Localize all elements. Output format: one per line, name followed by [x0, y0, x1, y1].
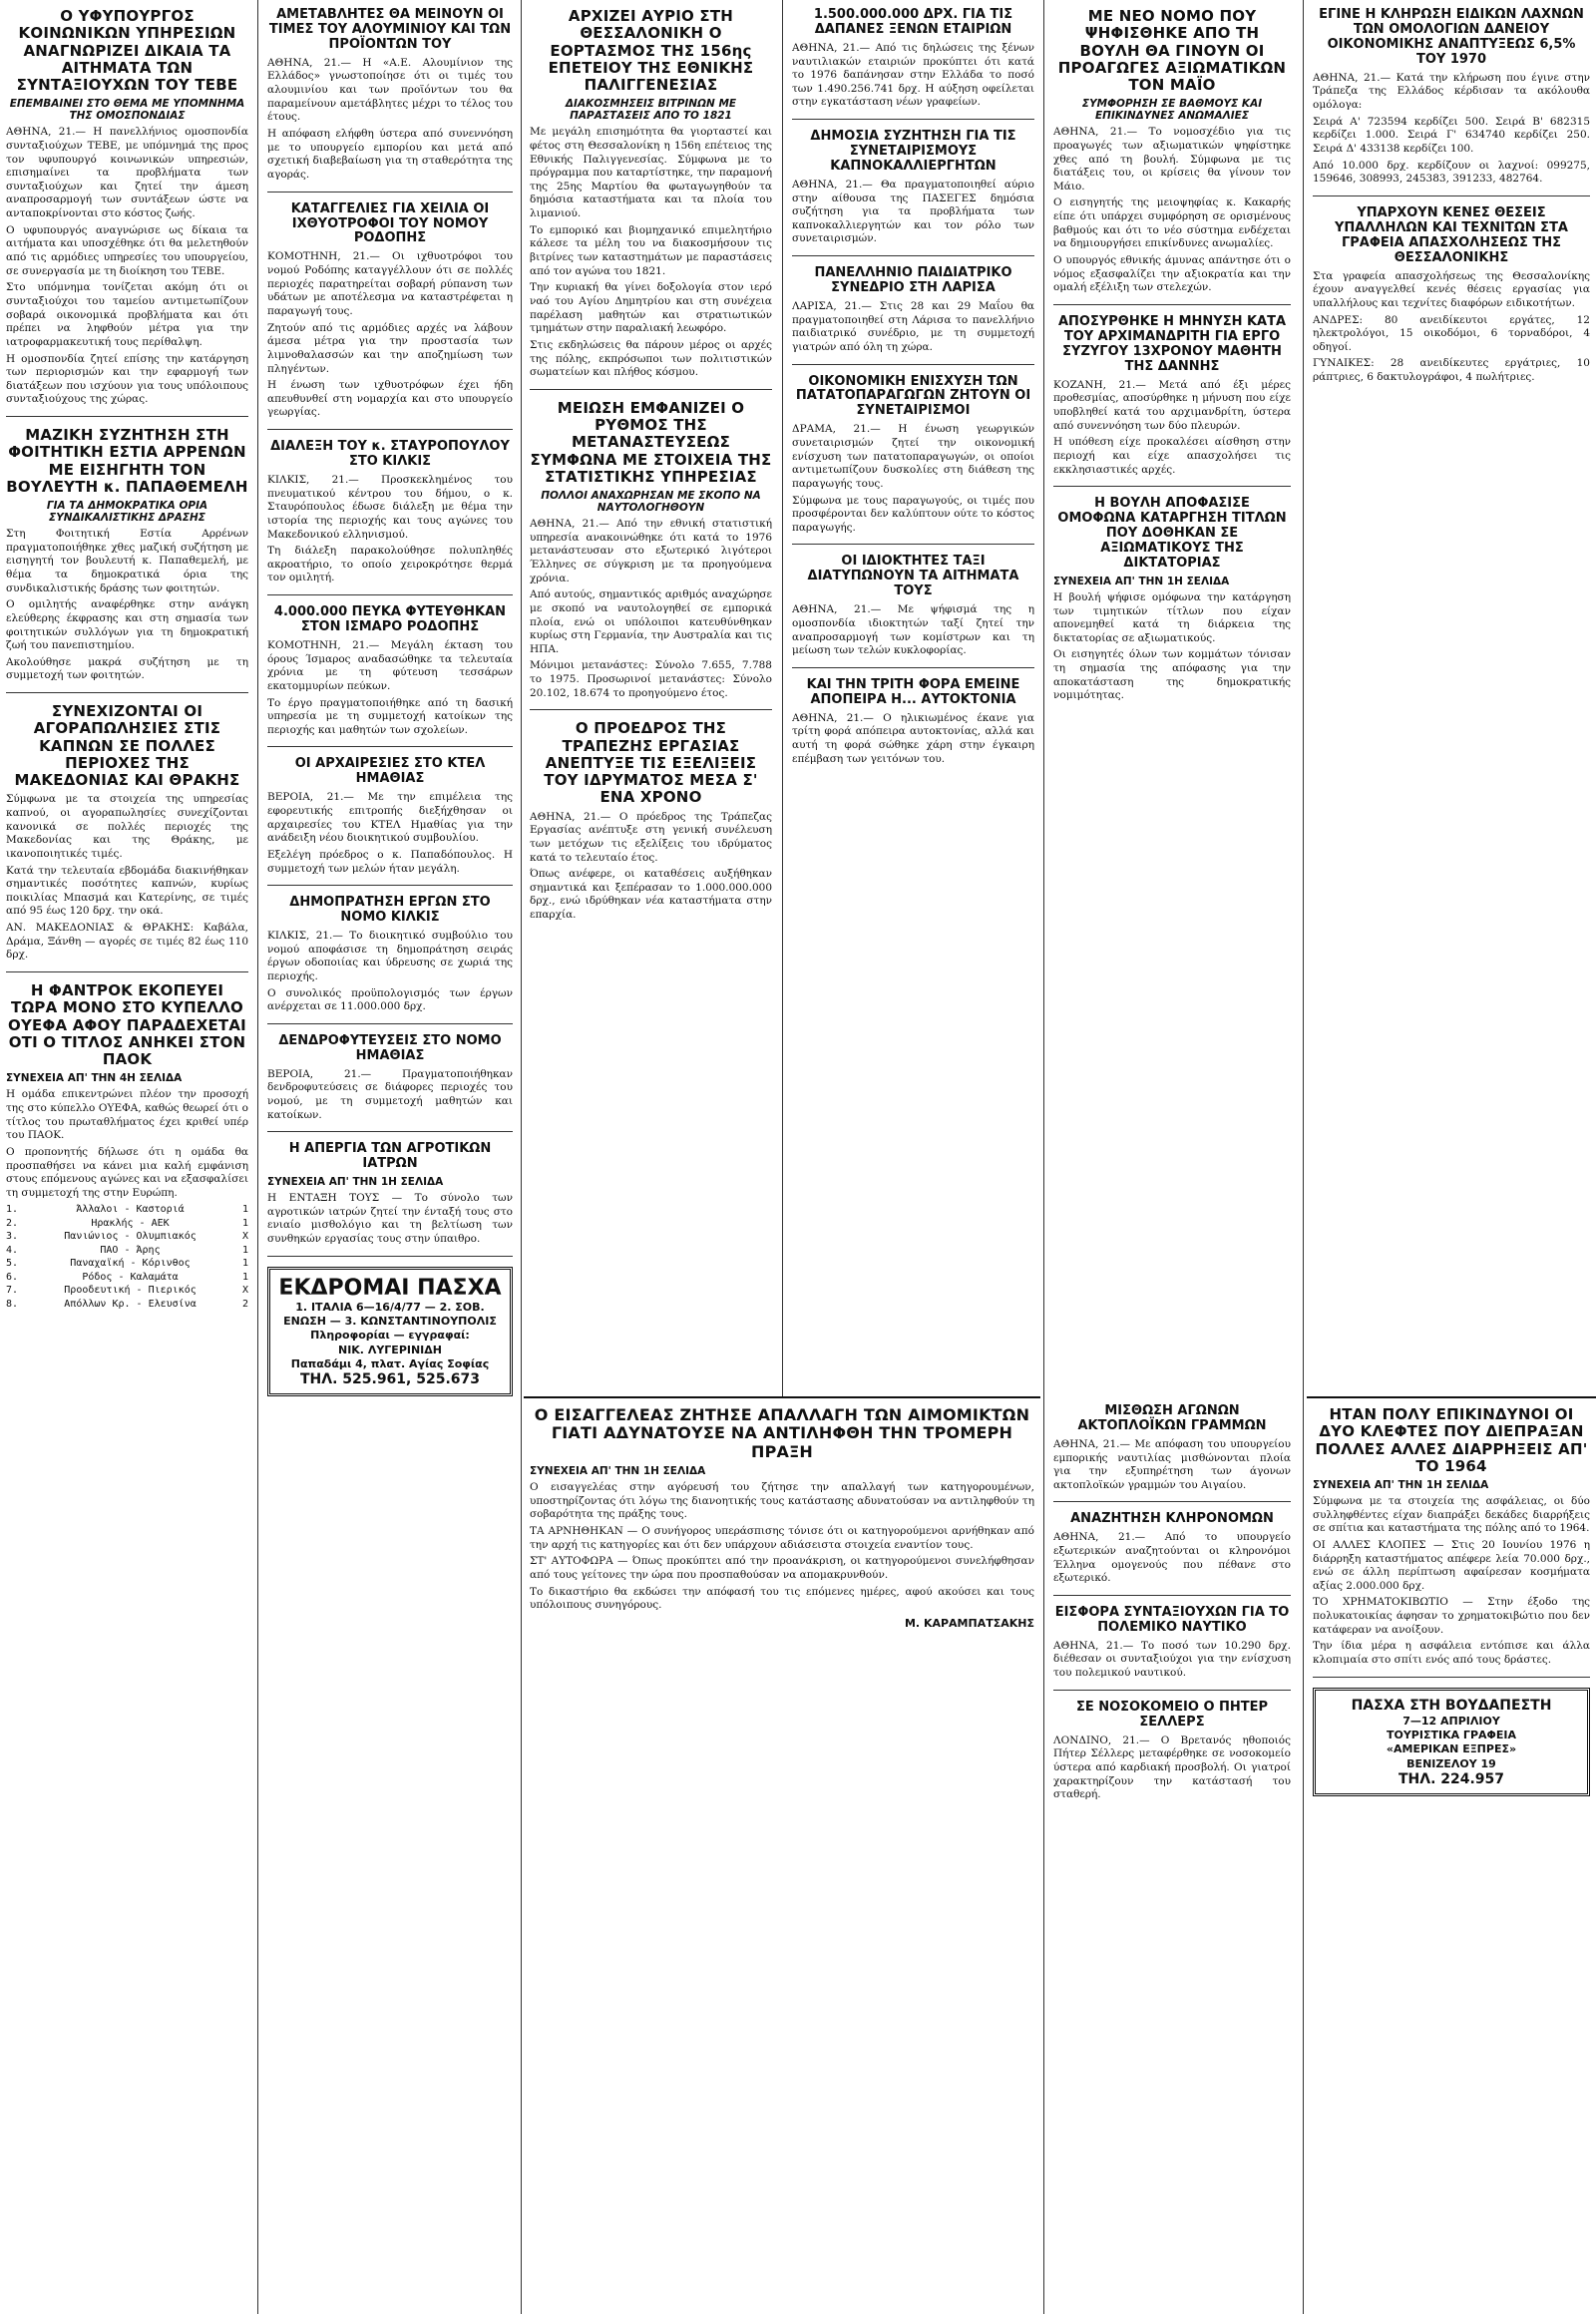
paragraph: Στη Φοιτητική Εστία Αρρένων πραγματοποιήθηκε χθες μαζική συζήτηση με εισηγητή τον βουλευτή κ. Παπαθεμελή, με θέμα τα δημοκρατικά όρια της συνδικαλιστικής δράσης των φοιτητών. [6, 528, 248, 594]
paragraph: Τη διάλεξη παρακολούθησε πολυπληθές ακροατήριο, το οποίο χειροκρότησε θερμά τον ομιλητή. [267, 545, 513, 584]
ad-phone: ΤΗΛ. 525.961, 525.673 [299, 1371, 481, 1388]
pools-row: 2. Ηρακλής - ΑΕΚ 1 [6, 1217, 248, 1229]
article [267, 757, 513, 886]
ad-line: ΠΑΣΧΑ ΣΤΗ ΒΟΥΔΑΠΕΣΤΗ [1351, 1697, 1552, 1714]
headline: Η ΑΠΕΡΓΙΑ ΤΩΝ ΑΓΡΟΤΙΚΩΝ ΙΑΤΡΩΝ [288, 1141, 492, 1172]
article [267, 202, 513, 431]
paragraph: ΑΝΔΡΕΣ: 80 ανειδίκευτοι εργάτες, 12 ηλεκτρολόγοι, 15 οικοδόμοι, 6 τορναδόροι, 4 οδηγοί. [1313, 313, 1590, 353]
paragraph: Σύμφωνα με τα στοιχεία της υπηρεσίας καπνού, οι αγοραπωλησίες συνεχίζονται κανονικά σε πολλές περιοχές της Μακεδονίας και της Θράκης, με ικανοποιητικές τιμές. [6, 793, 248, 860]
paragraph: ΑΘΗΝΑ, 21.— Ο ηλικιωμένος έκανε για τρίτη φορά απόπειρα αυτοκτονίας, αλλά και αυτή τη φορά σώθηκε χάρη στην έγκαιρη επέμβαση των γειτόνων του. [792, 711, 1034, 765]
article [1053, 1606, 1291, 1691]
paragraph: ΑΘΗΝΑ, 21.— Με ψήφισμά της η ομοσπονδία ιδιοκτητών ταξί ζητεί την αναπροσαρμογή των κομίστρων και τη μείωση των τελών κυκλοφορίας. [792, 603, 1034, 657]
paragraph: Η υπόθεση είχε προκαλέσει αίσθηση στην περιοχή και είχε απασχολήσει τις εκκλησιαστικές αρχές. [1053, 436, 1291, 476]
continued-label: ΣΥΝΕΧΕΙΑ ΑΠ' ΤΗΝ 4Η ΣΕΛΙΔΑ [6, 1072, 183, 1085]
article [267, 8, 513, 193]
ad-phone: ΤΗΛ. 224.957 [1397, 1771, 1505, 1788]
paragraph: Η ΕΝΤΑΞΗ ΤΟΥΣ — Το σύνολο των αγροτικών ιατρών ζητεί την ένταξή τους στο ενιαίο μισθολόγιο και τη βελτίωση των συνθηκών εργασίας τους στην ύπαιθρο. [267, 1192, 513, 1246]
paragraph: Η βουλή ψήφισε ομόφωνα την κατάργηση των τιμητικών τίτλων που είχαν απονεμηθεί κατά τη διάρκεια της δικτατορίας σε αξιωματικούς. [1053, 590, 1291, 644]
paragraph: ΚΙΛΚΙΣ, 21.— Προσκεκλημένος του πνευματικού κέντρου του δήμου, ο κ. Σταυρόπουλος έδωσε διάλεξη με θέμα την ιστορία της περιοχής και τους αγώνες του Μακεδονικού ελληνισμού. [267, 473, 513, 541]
ad-line: 7—12 ΑΠΡΙΛΙΟΥ [1402, 1714, 1500, 1728]
column-4 [786, 0, 1040, 1386]
headline: ΜΑΖΙΚΗ ΣΥΖΗΤΗΣΗ ΣΤΗ ΦΟΙΤΗΤΙΚΗ ΕΣΤΙΑ ΑΡΡΕΝΩΝ ΜΕ ΕΙΣΗΓΗΤΗ ΤΟΝ ΒΟΥΛΕΥΤΗ κ. ΠΑΠΑΘΕΜΕΛΗ [6, 426, 248, 496]
headline: ΔΙΑΛΕΞΗ ΤΟΥ κ. ΣΤΑΥΡΟΠΟΥΛΟΥ ΣΤΟ ΚΙΛΚΙΣ [270, 439, 510, 470]
paragraph: ΑΘΗΝΑ, 21.— Από τις δηλώσεις της ξένων ναυτιλιακών εταιριών προκύπτει ότι κατά το 1976 δαπάνησαν στην Ελλάδα το ποσό των 1.490.256.741 δρχ. Η αύξηση οφείλεται στην εγκατάσταση νέων γραφείων. [792, 41, 1034, 109]
paragraph: Ο εισαγγελέας στην αγόρευσή του ζήτησε την απαλλαγή των κατηγορουμένων, υποστηρίζοντας ότι λόγω της διανοητικής τους κατάστασης αδυνατούσαν να αντιληφθούν τη σοβαρότητα της πράξης τους. [530, 1481, 1034, 1521]
headline: ΑΝΑΖΗΤΗΣΗ ΚΛΗΡΟΝΟΜΩΝ [1070, 1511, 1274, 1527]
article [267, 1034, 513, 1132]
headline: ΥΠΑΡΧΟΥΝ ΚΕΝΕΣ ΘΕΣΕΙΣ ΥΠΑΛΛΗΛΩΝ ΚΑΙ ΤΕΧΝΙΤΩΝ ΣΤΑ ΓΡΑΦΕΙΑ ΑΠΑΣΧΟΛΗΣΕΩΣ ΤΗΣ ΘΕΣΣΑΛΟΝΙΚΗΣ [1335, 204, 1568, 265]
article [6, 982, 248, 1317]
column-2 [261, 0, 519, 2314]
article [1313, 1406, 1590, 1678]
paragraph: Ο συνολικός προϋπολογισμός των έργων ανέρχεται σε 11.000.000 δρχ. [267, 986, 513, 1013]
subheadline: ΓΙΑ ΤΑ ΔΗΜΟΚΡΑΤΙΚΑ ΟΡΙΑ ΣΥΝΔΙΚΑΛΙΣΤΙΚΗΣ ΔΡΑΣΗΣ [46, 500, 208, 525]
paragraph: ΛΟΝΔΙΝΟ, 21.— Ο Βρετανός ηθοποιός Πήτερ Σέλλερς μεταφέρθηκε σε νοσοκομείο ύστερα από καρδιακή προσβολή. Οι γιατροί χαρακτηρίζουν την κατάστασή του σταθερή. [1053, 1734, 1291, 1801]
headline: Η ΒΟΥΛΗ ΑΠΟΦΑΣΙΣΕ ΟΜΟΦΩΝΑ ΚΑΤΑΡΓΗΣΗ ΤΙΤΛΩΝ ΠΟΥ ΔΟΘΗΚΑΝ ΣΕ ΑΞΙΩΜΑΤΙΚΟΥΣ ΤΗΣ ΔΙΚΤΑΤΟΡΙΑΣ [1057, 496, 1287, 571]
headline: ΔΗΜΟΠΡΑΤΗΣΗ ΕΡΓΩΝ ΣΤΟ ΝΟΜΟ ΚΙΛΚΙΣ [289, 895, 491, 926]
article [267, 896, 513, 1024]
ad-line: ΤΟΥΡΙΣΤΙΚΑ ΓΡΑΦΕΙΑ [1386, 1729, 1516, 1742]
pools-row: 4. ΠΑΟ - Άρης 1 [6, 1244, 248, 1256]
paragraph: Οι εισηγητές όλων των κομμάτων τόνισαν τη σημασία της απόφασης για την αποκατάσταση της δημοκρατικής νομιμότητας. [1053, 648, 1291, 702]
paragraph: ΚΟΜΟΤΗΝΗ, 21.— Οι ιχθυοτρόφοι του νομού Ροδόπης καταγγέλλουν ότι σε πολλές περιοχές παρατηρείται σοβαρή ρύπανση των υδάτων με αποτέλεσμα να καταστρέφεται η παραγωγή τους. [267, 250, 513, 317]
paragraph: Το δικαστήριο θα εκδώσει την απόφασή του τις επόμενες ημέρες, αφού ακούσει και τους υπόλοιπους συνηγόρους. [530, 1585, 1034, 1612]
paragraph: ΓΥΝΑΙΚΕΣ: 28 ανειδίκευτες εργάτριες, 10 ράπτριες, 6 δακτυλογράφοι, 4 πωλήτριες. [1313, 357, 1590, 384]
paragraph: Ο υπουργός εθνικής άμυνας απάντησε ότι ο νόμος εξασφαλίζει την αξιοκρατία και την ομαλή εξέλιξη των στελεχών. [1053, 254, 1291, 294]
paragraph: ΑΘΗΝΑ, 21.— Ο πρόεδρος της Τράπεζας Εργασίας ανέπτυξε στη γενική συνέλευση των μετόχων τις εξελίξεις του ιδρύματος κατά το τελευταίο έτος. [530, 810, 772, 864]
paragraph: Το εμπορικό και βιομηχανικό επιμελητήριο κάλεσε τα μέλη του να διακοσμήσουν τις βιτρίνες των καταστημάτων με παραστάσεις από τον αγώνα του 1821. [530, 223, 772, 277]
paragraph: Κατά την τελευταία εβδομάδα διακινήθηκαν σημαντικές ποσότητες καπνών, κυρίως ποικιλίας Μπασμά και Κατερίνης, σε τιμές από 95 έως 120 δρχ. την οκά. [6, 864, 248, 918]
pools-row: 8. Απόλλων Κρ. - Ελευσίνα 2 [6, 1298, 248, 1310]
article [1053, 1512, 1291, 1596]
headline: ΑΠΟΣΥΡΘΗΚΕ Η ΜΗΝΥΣΗ ΚΑΤΑ ΤΟΥ ΑΡΧΙΜΑΝΔΡΙΤΗ ΓΙΑ ΕΡΓΟ ΣΥΖΥΓΟΥ 13ΧΡΟΝΟΥ ΜΑΘΗΤΗ ΤΗΣ ΔΑΝΝΗΣ [1057, 313, 1287, 374]
travel-advertisement [267, 1267, 513, 1396]
paragraph: Η ομάδα επικεντρώνει πλέον την προσοχή της στο κύπελλο ΟΥΕΦΑ, καθώς θεωρεί ότι ο τίτλος του πρωταθλήματος έχει κριθεί υπέρ του ΠΑΟΚ. [6, 1088, 248, 1142]
paragraph: ΑΘΗΝΑ, 21.— Η πανελλήνιος ομοσπονδία συνταξιούχων ΤΕΒΕ, με υπόμνημά της προς τον υφυπουργό κοινωνικών υπηρεσιών, επισημαίνει τα προβλήματα των συνταξιούχων και ζητεί την άμεση αναπροσαρμογή των συντάξεων ώστε να ανταποκρίνονται στο κόστος ζωής. [6, 126, 248, 220]
article [1313, 206, 1590, 394]
paragraph: ΤΑ ΑΡΝΗΘΗΚΑΝ — Ο συνήγορος υπεράσπισης τόνισε ότι οι κατηγορούμενοι αρνήθηκαν από την αρχή τις κατηγορίες και ότι δεν υπάρχουν αδιάσειστα στοιχεία εναντίον τους. [530, 1525, 1034, 1551]
continued-label: ΣΥΝΕΧΕΙΑ ΑΠ' ΤΗΝ 1Η ΣΕΛΙΔΑ [267, 1176, 444, 1189]
headline: 1.500.000.000 ΔΡΧ. ΓΙΑ ΤΙΣ ΔΑΠΑΝΕΣ ΞΕΝΩΝ ΕΤΑΙΡΙΩΝ [813, 7, 1013, 37]
article [530, 8, 772, 390]
continued-label: ΣΥΝΕΧΕΙΑ ΑΠ' ΤΗΝ 1Η ΣΕΛΙΔΑ [530, 1465, 706, 1478]
headline: ΟΙ ΙΔΙΟΚΤΗΤΕΣ ΤΑΞΙ ΔΙΑΤΥΠΩΝΟΥΝ ΤΑ ΑΙΤΗΜΑΤΑ ΤΟΥΣ [807, 554, 1019, 599]
paragraph: ΑΘΗΝΑ, 21.— Η «Α.Ε. Αλουμίνιον της Ελλάδος» γνωστοποίησε ότι οι τιμές του αλουμινίου και των προϊόντων του θα παραμείνουν αμετάβλητες μέχρι το τέλος του έτους. [267, 56, 513, 124]
paragraph: Με μεγάλη επισημότητα θα γιορταστεί και φέτος στη Θεσσαλονίκη η 156η επέτειος της Εθνικής Παλιγγενεσίας. Σύμφωνα με το πρόγραμμα που καταρτίστηκε, την παραμονή της 25ης Μαρτίου θα φωταγωγηθούν τα δημόσια καταστήματα και τα πλοία του λιμανιού. [530, 126, 772, 220]
paragraph: Η ένωση των ιχθυοτρόφων έχει ήδη απευθυνθεί στη νομαρχία και στο υπουργείο γεωργίας. [267, 379, 513, 419]
pools-row: 3. Πανιώνιος - Ολυμπιακός Χ [6, 1231, 248, 1243]
column-6 [1307, 0, 1596, 1386]
article [1313, 8, 1590, 196]
headline: ΟΙ ΑΡΧΑΙΡΕΣΙΕΣ ΣΤΟ ΚΤΕΛ ΗΜΑΘΙΑΣ [294, 756, 486, 787]
paragraph: ΔΡΑΜΑ, 21.— Η ένωση γεωργικών συνεταιρισμών ζητεί την οικονομική ενίσχυση των πατατοπαραγωγών, οι οποίοι αντιμετωπίζουν δυσκολίες στη διάθεση της παραγωγής τους. [792, 423, 1034, 490]
article [792, 8, 1034, 120]
court-article [524, 1396, 1040, 2314]
article [6, 703, 248, 972]
paragraph: Το έργο πραγματοποιήθηκε από τη δασική υπηρεσία με τη συμμετοχή κατοίκων της περιοχής και μαθητών των σχολείων. [267, 696, 513, 736]
paragraph: Σειρά Α' 723594 κερδίζει 500. Σειρά Β' 682315 κερδίζει 1.000. Σειρά Γ' 634740 κερδίζει 250. Σειρά Δ' 433138 κερδίζει 100. [1313, 115, 1590, 155]
paragraph: ΟΙ ΑΛΛΕΣ ΚΛΟΠΕΣ — Στις 20 Ιουνίου 1976 η διάρρηξη καταστήματος απέφερε λεία 70.000 δρχ., ενώ σε άλλη περίπτωση αφαίρεσαν κοσμήματα αξίας 2.000.000 δρχ. [1313, 1538, 1590, 1592]
column-3 [524, 0, 778, 1376]
byline: Μ. ΚΑΡΑΜΠΑΤΣΑΚΗΣ [904, 1616, 1034, 1630]
article [792, 375, 1034, 546]
headline: Ο ΕΙΣΑΓΓΕΛΕΑΣ ΖΗΤΗΣΕ ΑΠΑΛΛΑΓΗ ΤΩΝ ΑΙΜΟΜΙΚΤΩΝ ΓΙΑΤΙ ΑΔΥΝΑΤΟΥΣΕ ΝΑ ΑΝΤΙΛΗΦΘΗ ΤΗΝ ΤΡΟΜΕΡΗ ΠΡΑΞΗ [534, 1405, 1030, 1461]
pools-row: 7. Προοδευτική - Πιερικός Χ [6, 1285, 248, 1297]
continued-label: ΣΥΝΕΧΕΙΑ ΑΠ' ΤΗΝ 1Η ΣΕΛΙΔΑ [1053, 575, 1230, 587]
paragraph: ΛΑΡΙΣΑ, 21.— Στις 28 και 29 Μαΐου θα πραγματοποιηθεί στη Λάρισα το πανελλήνιο παιδιατρικό συνέδριο, με τη συμμετοχή γιατρών από όλη τη χώρα. [792, 299, 1034, 353]
article [267, 440, 513, 595]
headline: ΟΙΚΟΝΟΜΙΚΗ ΕΝΙΣΧΥΣΗ ΤΩΝ ΠΑΤΑΤΟΠΑΡΑΓΩΓΩΝ ΖΗΤΟΥΝ ΟΙ ΣΥΝΕΤΑΙΡΙΣΜΟΙ [795, 373, 1031, 419]
subheadline: ΠΟΛΛΟΙ ΑΝΑΧΩΡΗΣΑΝ ΜΕ ΣΚΟΠΟ ΝΑ ΝΑΥΤΟΛΟΓΗΘΟΥΝ [541, 490, 761, 515]
pools-table [6, 1203, 248, 1311]
ad-line: ΒΕΝΙΖΕΛΟΥ 19 [1406, 1756, 1496, 1770]
article [1053, 1404, 1291, 1502]
pools-row: 5. Παναχαϊκή - Κόρινθος 1 [6, 1258, 248, 1270]
headline: ΗΤΑΝ ΠΟΛΥ ΕΠΙΚΙΝΔΥΝΟΙ ΟΙ ΔΥΟ ΚΛΕΦΤΕΣ ΠΟΥ ΔΙΕΠΡΑΞΑΝ ΠΟΛΛΕΣ ΑΛΛΕΣ ΔΙΑΡΡΗΞΕΙΣ ΑΠ' ΤΟ 1964 [1315, 1405, 1588, 1475]
headline: ΕΓΙΝΕ Η ΚΛΗΡΩΣΗ ΕΙΔΙΚΩΝ ΛΑΧΝΩΝ ΤΩΝ ΟΜΟΛΟΓΙΩΝ ΔΑΝΕΙΟΥ ΟΙΚΟΝΟΜΙΚΗΣ ΑΝΑΠΤΥΞΕΩΣ 6,5% ΤΟΥ 1970 [1319, 7, 1584, 67]
paragraph: ΑΘΗΝΑ, 21.— Το νομοσχέδιο για τις προαγωγές των αξιωματικών ψηφίστηκε χθες από τη βουλή. Σύμφωνα με τις διατάξεις του, οι κρίσεις θα γίνουν τον Μάιο. [1053, 126, 1291, 193]
headline: ΑΜΕΤΑΒΛΗΤΕΣ ΘΑ ΜΕΙΝΟΥΝ ΟΙ ΤΙΜΕΣ ΤΟΥ ΑΛΟΥΜΙΝΙΟΥ ΚΑΙ ΤΩΝ ΠΡΟΪΟΝΤΩΝ ΤΟΥ [268, 7, 512, 52]
paragraph: ΑΘΗΝΑ, 21.— Κατά την κλήρωση που έγινε στην Τράπεζα της Ελλάδος κέρδισαν τα ακόλουθα ομόλογα: [1313, 71, 1590, 112]
subheadline: ΕΠΕΜΒΑΙΝΕΙ ΣΤΟ ΘΕΜΑ ΜΕ ΥΠΟΜΝΗΜΑ ΤΗΣ ΟΜΟΣΠΟΝΔΙΑΣ [9, 98, 245, 123]
headline: ΠΑΝΕΛΛΗΝΙΟ ΠΑΙΔΙΑΤΡΙΚΟ ΣΥΝΕΔΡΙΟ ΣΤΗ ΛΑΡΙΣΑ [814, 265, 1012, 296]
article [792, 555, 1034, 667]
article [267, 605, 513, 747]
paragraph: Ο προπονητής δήλωσε ότι η ομάδα θα προσπαθήσει να κάνει μια καλή εμφάνιση στους επόμενους αγώνες και να εξασφαλίσει τη συμμετοχή της στην Ευρώπη. [6, 1145, 248, 1199]
paragraph: Στο υπόμνημα τονίζεται ακόμη ότι οι συνταξιούχοι του ταμείου αντιμετωπίζουν σοβαρά οικονομικά προβλήματα και ότι πρέπει να ληφθούν μέτρα για την ιατροφαρμακευτική τους περίθαλψη. [6, 281, 248, 348]
paragraph: Ακολούθησε μακρά συζήτηση με τη συμμετοχή των φοιτητών. [6, 655, 248, 682]
column-rule [257, 0, 258, 2314]
paragraph: ΑΘΗΝΑ, 21.— Το ποσό των 10.290 δρχ. διέθεσαν οι συνταξιούχοι για την ενίσχυση του πολεμικού ναυτικού. [1053, 1639, 1291, 1680]
ad-line: Πληροφορίαι — εγγραφαί: [310, 1329, 470, 1343]
headline: ΣΕ ΝΟΣΟΚΟΜΕΙΟ Ο ΠΗΤΕΡ ΣΕΛΛΕΡΣ [1075, 1699, 1269, 1730]
headline: ΜΕ ΝΕΟ ΝΟΜΟ ΠΟΥ ΨΗΦΙΣΘΗΚΕ ΑΠΟ ΤΗ ΒΟΥΛΗ ΘΑ ΓΙΝΟΥΝ ΟΙ ΠΡΟΑΓΩΓΕΣ ΑΞΙΩΜΑΤΙΚΩΝ ΤΟΝ ΜΑΪΟ [1057, 7, 1287, 94]
article [792, 130, 1034, 256]
paragraph: Μόνιμοι μετανάστες: Σύνολο 7.655, 7.788 το 1975. Προσωρινοί μετανάστες: Σύνολο 20.102, 18.674 το προηγούμενο έτος. [530, 659, 772, 699]
headline: ΜΕΙΩΣΗ ΕΜΦΑΝΙΖΕΙ Ο ΡΥΘΜΟΣ ΤΗΣ ΜΕΤΑΝΑΣΤΕΥΣΕΩΣ ΣΥΜΦΩΝΑ ΜΕ ΣΤΟΙΧΕΙΑ ΤΗΣ ΣΤΑΤΙΣΤΙΚΗΣ ΥΠΗΡΕΣΙΑΣ [530, 398, 772, 486]
subheadline: ΔΙΑΚΟΣΜΗΣΕΙΣ ΒΙΤΡΙΝΩΝ ΜΕ ΠΑΡΑΣΤΑΣΕΙΣ ΑΠΟ ΤΟ 1821 [565, 98, 737, 123]
column-rule [1303, 0, 1304, 2314]
paragraph: Όπως ανέφερε, οι καταθέσεις αυξήθηκαν σημαντικά και ξεπέρασαν το 1.000.000.000 δρχ., ενώ ιδρύθηκαν νέα καταστήματα στην επαρχία. [530, 868, 772, 922]
paragraph: Σύμφωνα με τα στοιχεία της ασφάλειας, οι δύο συλληφθέντες είχαν διαπράξει δεκάδες διαρρήξεις σε σπίτια και καταστήματα της πόλης από το 1964. [1313, 1495, 1590, 1535]
budapest-advertisement [1313, 1688, 1590, 1796]
headline: Η ΦΑΝΤΡΟΚ ΕΚΟΠΕΥΕΙ ΤΩΡΑ ΜΟΝΟ ΣΤΟ ΚΥΠΕΛΛΟ ΟΥΕΦΑ ΑΦΟΥ ΠΑΡΑΔΕΧΕΤΑΙ ΟΤΙ Ο ΤΙΤΛΟΣ ΑΝΗΚΕΙ ΣΤΟΝ ΠΑΟΚ [8, 981, 246, 1069]
column-5-lower [1047, 1396, 1297, 2314]
article [1053, 1701, 1291, 1811]
paragraph: ΚΟΖΑΝΗ, 21.— Μετά από έξι μέρες προθεσμίας, αποσύρθηκε η μήνυση που είχε υποβληθεί κατά του αρχιμανδρίτη, ύστερα από συνεννόηση των δύο πλευρών. [1053, 378, 1291, 432]
headline: ΔΗΜΟΣΙΑ ΣΥΖΗΤΗΣΗ ΓΙΑ ΤΙΣ ΣΥΝΕΤΑΙΡΙΣΜΟΥΣ ΚΑΠΝΟΚΑΛΛΙΕΡΓΗΤΩΝ [810, 129, 1016, 174]
ad-title: ΕΚΔΡΟΜΑΙ ΠΑΣΧΑ [278, 1275, 502, 1301]
paragraph: Στα γραφεία απασχολήσεως της Θεσσαλονίκης έχουν αναγγελθεί κενές θέσεις εργασίας για υπαλλήλους και τεχνίτες διαφόρων ειδικοτήτων. [1313, 269, 1590, 309]
ad-line: 1. ΙΤΑΛΙΑ 6—16/4/77 — 2. ΣΟΒ. ΕΝΩΣΗ — 3. ΚΩΝΣΤΑΝΤΙΝΟΥΠΟΛΙΣ [283, 1300, 497, 1329]
paragraph: Ο εισηγητής της μειοψηφίας κ. Κακαρής είπε ότι υπάρχει συμφόρηση σε ορισμένους βαθμούς και ότι το νέο σύστημα ενδέχεται να δημιουργήσει επικίνδυνες ανωμαλίες. [1053, 196, 1291, 250]
paragraph: ΑΝ. ΜΑΚΕΔΟΝΙΑΣ & ΘΡΑΚΗΣ: Καβάλα, Δράμα, Ξάνθη — αγορές σε τιμές 82 έως 110 δρχ. [6, 922, 248, 962]
article [792, 678, 1034, 775]
column-6-lower [1307, 1396, 1596, 2314]
paragraph: Ο ομιλητής αναφέρθηκε στην ανάγκη ελεύθερης έκφρασης και στη σημασία των φοιτητικών συλλόγων για τη δημοκρατική ζωή του πανεπιστημίου. [6, 598, 248, 652]
paragraph: Από αυτούς, σημαντικός αριθμός αναχώρησε με σκοπό να ναυτολογηθεί σε εμπορικά πλοία, ενώ οι υπόλοιποι κατευθύνθηκαν κυρίως στη Γερμανία, την Αυστραλία και τις ΗΠΑ. [530, 588, 772, 655]
paragraph: Την κυριακή θα γίνει δοξολογία στον ιερό ναό του Αγίου Δημητρίου και στη συνέχεια παρέλαση μαθητών και στρατιωτικών τμημάτων στην παραλιακή λεωφόρο. [530, 281, 772, 335]
paragraph: ΒΕΡΟΙΑ, 21.— Με την επιμέλεια της εφορευτικής επιτροπής διεξήχθησαν οι αρχαιρεσίες του ΚΤΕΛ Ημαθίας για την ανάδειξη νέου διοικητικού συμβουλίου. [267, 791, 513, 845]
paragraph: Στις εκδηλώσεις θα πάρουν μέρος οι αρχές της πόλης, εκπρόσωποι των πολιτιστικών σωματείων και πλήθος κόσμου. [530, 338, 772, 379]
column-1 [0, 0, 254, 2314]
article [6, 8, 248, 417]
paragraph: Εξελέγη πρόεδρος ο κ. Παπαδόπουλος. Η συμμετοχή των μελών ήταν μεγάλη. [267, 848, 513, 875]
subheadline: ΣΥΜΦΟΡΗΣΗ ΣΕ ΒΑΘΜΟΥΣ ΚΑΙ ΕΠΙΚΙΝΔΥΝΕΣ ΑΝΩΜΑΛΙΕΣ [1081, 98, 1263, 123]
paragraph: ΑΘΗΝΑ, 21.— Θα πραγματοποιηθεί αύριο στην αίθουσα της ΠΑΣΕΓΕΣ δημόσια συζήτηση για τα προβλήματα των καπνοκαλλιεργητών και τον ρόλο των συνεταιρισμών. [792, 178, 1034, 245]
paragraph: Από 10.000 δρχ. κερδίζουν οι λαχνοί: 099275, 159646, 308993, 245383, 391233, 482764. [1313, 159, 1590, 186]
paragraph: ΑΘΗΝΑ, 21.— Με απόφαση του υπουργείου εμπορικής ναυτιλίας μισθώνονται πλοία για την εξυπηρέτηση των άγονων ακτοπλοϊκών γραμμών του Αιγαίου. [1053, 1437, 1291, 1491]
continued-label: ΣΥΝΕΧΕΙΑ ΑΠ' ΤΗΝ 1Η ΣΕΛΙΔΑ [1313, 1479, 1489, 1491]
paragraph: ΑΘΗΝΑ, 21.— Από την εθνική στατιστική υπηρεσία ανακοινώθηκε ότι κατά το 1976 μετανάστευσαν στο εξωτερικό λιγότεροι Έλληνες σε σύγκριση με τα προηγούμενα χρόνια. [530, 518, 772, 584]
article [530, 720, 772, 931]
headline: ΔΕΝΔΡΟΦΥΤΕΥΣΕΙΣ ΣΤΟ ΝΟΜΟ ΗΜΑΘΙΑΣ [278, 1032, 502, 1063]
headline: ΜΙΣΘΩΣΗ ΑΓΩΝΩΝ ΑΚΤΟΠΛΟΪΚΩΝ ΓΡΑΜΜΩΝ [1077, 1403, 1267, 1433]
ad-line: «ΑΜΕΡΙΚΑΝ ΕΞΠΡΕΣ» [1386, 1742, 1517, 1756]
paragraph: ΤΟ ΧΡΗΜΑΤΟΚΙΒΩΤΙΟ — Στην έξοδο της πολυκατοικίας άφησαν το χρηματοκιβώτιο που δεν κατάφεραν να ανοίξουν. [1313, 1596, 1590, 1636]
paragraph: Ζητούν από τις αρμόδιες αρχές να λάβουν άμεσα μέτρα για την προστασία των λιμνοθαλασσών και την αποζημίωση των πληγέντων. [267, 321, 513, 375]
paragraph: Ο υφυπουργός αναγνώρισε ως δίκαια τα αιτήματα και υποσχέθηκε ότι θα μελετηθούν από τις αρμόδιες υπηρεσίες του υπουργείου, σε συνεργασία με τη διοίκηση του ΤΕΒΕ. [6, 223, 248, 277]
article [1053, 315, 1291, 487]
headline: ΕΙΣΦΟΡΑ ΣΥΝΤΑΞΙΟΥΧΩΝ ΓΙΑ ΤΟ ΠΟΛΕΜΙΚΟ ΝΑΥΤΙΚΟ [1054, 1604, 1290, 1635]
pools-row: 6. Ρόδος - Καλαμάτα 1 [6, 1271, 248, 1283]
paragraph: ΑΘΗΝΑ, 21.— Από το υπουργείο εξωτερικών αναζητούνται οι κληρονόμοι Έλληνα ομογενούς που πέθανε στο εξωτερικό. [1053, 1531, 1291, 1585]
article [6, 427, 248, 693]
headline: Ο ΠΡΟΕΔΡΟΣ ΤΗΣ ΤΡΑΠΕΖΗΣ ΕΡΓΑΣΙΑΣ ΑΝΕΠΤΥΞΕ ΤΙΣ ΕΞΕΛΙΞΕΙΣ ΤΟΥ ΙΔΡΥΜΑΤΟΣ ΜΕΣΑ Σ' ΕΝΑ ΧΡΟΝΟ [544, 719, 758, 807]
column-rule [521, 0, 522, 2314]
headline: ΚΑΙ ΤΗΝ ΤΡΙΤΗ ΦΟΡΑ ΕΜΕΙΝΕ ΑΠΟΠΕΙΡΑ Η... ΑΥΤΟΚΤΟΝΙΑ [806, 676, 1020, 707]
headline: 4.000.000 ΠΕΥΚΑ ΦΥΤΕΥΘΗΚΑΝ ΣΤΟΝ ΙΣΜΑΡΟ ΡΟΔΟΠΗΣ [273, 604, 507, 635]
article [267, 1142, 513, 1256]
headline: ΑΡΧΙΖΕΙ ΑΥΡΙΟ ΣΤΗ ΘΕΣΣΑΛΟΝΙΚΗ Ο ΕΟΡΤΑΣΜΟΣ ΤΗΣ 156ης ΕΠΕΤΕΙΟΥ ΤΗΣ ΕΘΝΙΚΗΣ ΠΑΛΙΓΓΕΝΕΣΙΑΣ [548, 7, 754, 94]
paragraph: Την ίδια μέρα η ασφάλεια εντόπισε και άλλα κλοπιμαία στο σπίτι ενός από τους δράστες. [1313, 1640, 1590, 1667]
paragraph: Η ομοσπονδία ζητεί επίσης την κατάργηση των περιορισμών και την εφαρμογή των διατάξεων που ισχύουν για τους υπόλοιπους συνταξιούχους της χώρας. [6, 352, 248, 406]
article [1053, 497, 1291, 712]
paragraph: ΣΤ' ΑΥΤΟΦΩΡΑ — Όπως προκύπτει από την προανάκριση, οι κατηγορούμενοι συνελήφθησαν από τους γείτονες την ώρα που προσπαθούσαν να απομακρυνθούν. [530, 1555, 1034, 1582]
article [530, 400, 772, 711]
paragraph: Η απόφαση ελήφθη ύστερα από συνεννόηση με το υπουργείο εμπορίου και μετά από σχετική διαβεβαίωση για τη σταθερότητα της αγοράς. [267, 128, 513, 181]
paragraph: Σύμφωνα με τους παραγωγούς, οι τιμές που προσφέρονται δεν καλύπτουν ούτε το κόστος παραγωγής. [792, 494, 1034, 534]
ad-line: Παπαδάμι 4, πλατ. Αγίας Σοφίας [290, 1356, 490, 1370]
article [1053, 8, 1291, 305]
ad-line: ΝΙΚ. ΛΥΓΕΡΙΝΙΔΗ [337, 1343, 442, 1356]
paragraph: ΚΙΛΚΙΣ, 21.— Το διοικητικό συμβούλιο του νομού αποφάσισε τη δημοπράτηση σειράς έργων οδοποιίας και ύδρευσης σε χωριά της περιοχής. [267, 930, 513, 982]
headline: ΚΑΤΑΓΓΕΛΙΕΣ ΓΙΑ ΧΕΙΛΙΑ ΟΙ ΙΧΘΥΟΤΡΟΦΟΙ ΤΟΥ ΝΟΜΟΥ ΡΟΔΟΠΗΣ [290, 200, 490, 246]
article [792, 266, 1034, 364]
column-rule [1043, 0, 1044, 2314]
paragraph: ΒΕΡΟΙΑ, 21.— Πραγματοποιήθηκαν δενδροφυτεύσεις σε διάφορες περιοχές του νομού, με τη συμμετοχή μαθητών και κατοίκων. [267, 1067, 513, 1121]
pools-row: 1. Άλλαλοι - Καστοριά 1 [6, 1204, 248, 1216]
column-5 [1047, 0, 1297, 1386]
paragraph: ΚΟΜΟΤΗΝΗ, 21.— Μεγάλη έκταση του όρους Ίσμαρος αναδασώθηκε τα τελευταία χρόνια με τη φύτευση τεσσάρων εκατομμυρίων πεύκων. [267, 638, 513, 692]
headline: ΣΥΝΕΧΙΖΟΝΤΑΙ ΟΙ ΑΓΟΡΑΠΩΛΗΣΙΕΣ ΣΤΙΣ ΚΑΠΝΩΝ ΣΕ ΠΟΛΛΕΣ ΠΕΡΙΟΧΕΣ ΤΗΣ ΜΑΚΕΔΟΝΙΑΣ ΚΑΙ ΘΡΑΚΗΣ [14, 702, 240, 790]
headline: Ο ΥΦΥΠΟΥΡΓΟΣ ΚΟΙΝΩΝΙΚΩΝ ΥΠΗΡΕΣΙΩΝ ΑΝΑΓΝΩΡΙΖΕΙ ΔΙΚΑΙΑ ΤΑ ΑΙΤΗΜΑΤΑ ΤΩΝ ΣΥΝΤΑΞΙΟΥΧΩΝ ΤΟΥ ΤΕΒΕ [16, 7, 238, 94]
